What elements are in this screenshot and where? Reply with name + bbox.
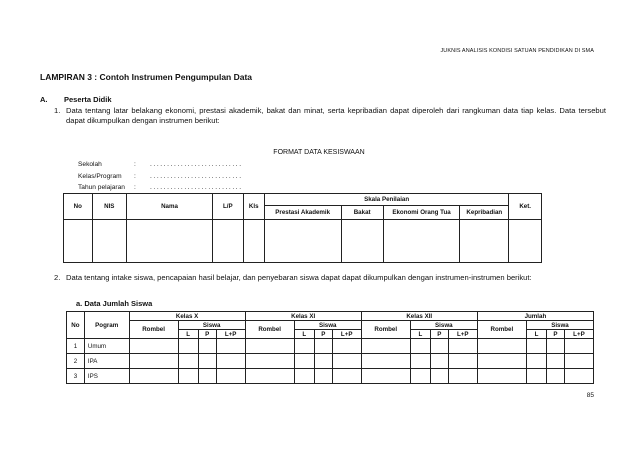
field-dots: ........................... — [150, 173, 243, 180]
item-2-paragraph — [54, 273, 606, 283]
field-label: Sekolah — [78, 161, 102, 168]
table-row — [64, 220, 542, 263]
section-letter: A. — [40, 95, 48, 104]
section-title: Peserta Didik — [64, 95, 112, 104]
table-row — [67, 369, 594, 384]
col-rombel: Rombel — [477, 321, 526, 339]
col-lp: L+P — [216, 330, 245, 339]
field-label: Tahun pelajaran — [78, 184, 125, 191]
row-program: Umum — [84, 339, 129, 354]
row-no: 3 — [67, 369, 85, 384]
col-ket: Ket. — [509, 194, 542, 220]
col-siswa: Siswa — [526, 321, 593, 330]
field-colon: : — [134, 173, 136, 180]
col-lp: L+P — [564, 330, 593, 339]
row-program: IPS — [84, 369, 129, 384]
col-no: No — [64, 194, 93, 220]
row-no: 1 — [67, 339, 85, 354]
col-lp: L+P — [448, 330, 477, 339]
group-kelas-xii: Kelas XII — [361, 312, 477, 321]
field-colon: : — [134, 184, 136, 191]
col-rombel: Rombel — [129, 321, 178, 339]
table-row — [67, 354, 594, 369]
page-number: 85 — [586, 392, 594, 399]
col-lp: L+P — [332, 330, 361, 339]
col-l: L — [294, 330, 314, 339]
field-label: Kelas/Program — [78, 173, 122, 180]
col-siswa: Siswa — [178, 321, 245, 330]
format-title: FORMAT DATA KESISWAAN — [273, 149, 365, 156]
col-l: L — [410, 330, 430, 339]
col-no: No — [67, 312, 85, 339]
table-row — [67, 339, 594, 354]
format-field-sekolah — [78, 161, 243, 168]
running-header: JUKNIS ANALISIS KONDISI SATUAN PENDIDIKAN DI SMA — [440, 48, 594, 54]
item-1-number: 1. — [54, 106, 61, 115]
col-program: Pogram — [84, 312, 129, 339]
col-prestasi: Prestasi Akademik — [264, 206, 341, 220]
col-nis: NIS — [92, 194, 126, 220]
group-kelas-xi: Kelas XI — [245, 312, 361, 321]
col-lp: L/P — [213, 194, 244, 220]
group-kelas-x: Kelas X — [129, 312, 245, 321]
col-p: P — [198, 330, 216, 339]
col-ekonomi: Ekonomi Orang Tua — [383, 206, 459, 220]
col-bakat: Bakat — [341, 206, 383, 220]
col-rombel: Rombel — [245, 321, 294, 339]
col-l: L — [178, 330, 198, 339]
item-2-number: 2. — [54, 273, 61, 282]
student-count-table — [66, 311, 594, 384]
col-nama: Nama — [126, 194, 212, 220]
lampiran-title: LAMPIRAN 3 : Contoh Instrumen Pengumpulan Data — [40, 72, 253, 82]
format-field-tahun — [78, 184, 243, 191]
col-rombel: Rombel — [361, 321, 410, 339]
row-no: 2 — [67, 354, 85, 369]
col-skala: Skala Penilaian — [264, 194, 509, 206]
col-kepribadian: Kepribadian — [460, 206, 509, 220]
col-l: L — [526, 330, 546, 339]
item-1-text: Data tentang latar belakang ekonomi, prestasi akademik, bakat dan minat, serta kepribadian dapat diperoleh dari rangkuman data tiap kelas. Data tersebut dapat dikumpulkan dengan instrumen berikut: — [66, 106, 606, 125]
col-siswa: Siswa — [410, 321, 477, 330]
col-p: P — [430, 330, 448, 339]
item-2-text: Data tentang intake siswa, pencapaian hasil belajar, dan penyebaran siswa dapat dapat dikumpulkan dengan instrumen-instrumen berikut: — [66, 273, 532, 282]
field-dots: ........................... — [150, 184, 243, 191]
section-a-heading — [40, 95, 112, 104]
group-jumlah: Jumlah — [477, 312, 593, 321]
col-siswa: Siswa — [294, 321, 361, 330]
format-field-kelas — [78, 173, 243, 180]
row-program: IPA — [84, 354, 129, 369]
field-colon: : — [134, 161, 136, 168]
item-1-paragraph — [54, 106, 606, 126]
col-kls: Kls — [243, 194, 264, 220]
field-dots: ........................... — [150, 161, 243, 168]
student-data-table — [63, 193, 542, 263]
col-p: P — [314, 330, 332, 339]
col-p: P — [547, 330, 565, 339]
sub-a-heading: a. Data Jumlah Siswa — [76, 299, 153, 308]
